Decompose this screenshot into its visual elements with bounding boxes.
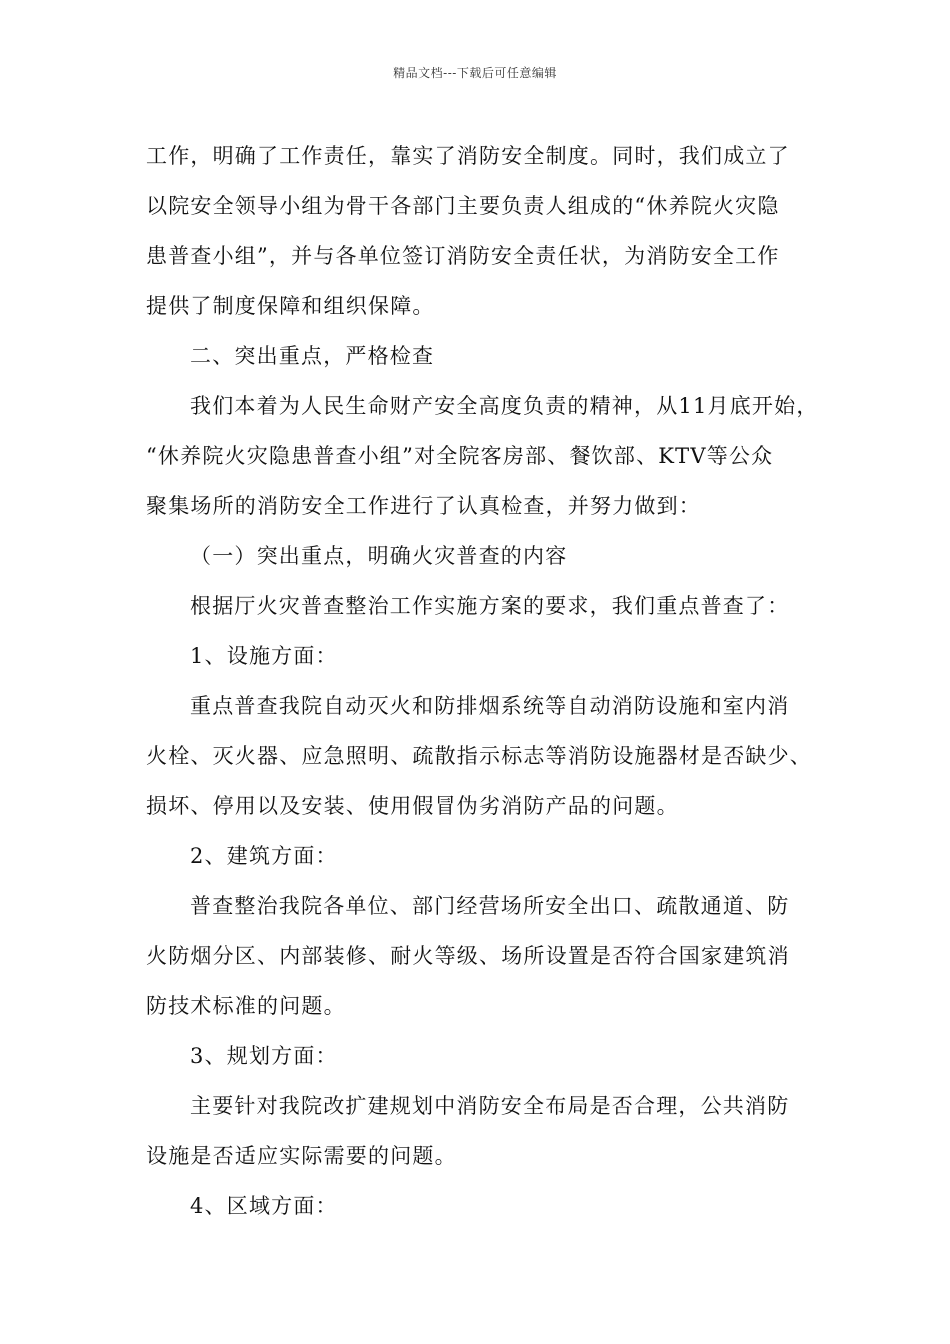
text-line: 损坏、停用以及安装、使用假冒伪劣消防产品的问题。	[146, 794, 679, 818]
text-line: 防技术标准的问题。	[146, 994, 346, 1018]
text-line: 我们本着为人民生命财产安全高度负责的精神，从11月底开始，	[190, 394, 819, 418]
list-item-heading: 3、规划方面：	[190, 1044, 338, 1068]
section-heading: 二、突出重点，严格检查	[190, 344, 435, 368]
list-item-heading: 1、设施方面：	[190, 644, 338, 668]
text-line: “休养院火灾隐患普查小组”对全院客房部、餐饮部、KTV等公众	[146, 444, 774, 468]
page-header: 精品文档---下载后可任意编辑	[393, 66, 557, 80]
text-line: 火防烟分区、内部装修、耐火等级、场所设置是否符合国家建筑消	[146, 944, 790, 968]
text-line: 提供了制度保障和组织保障。	[146, 294, 435, 318]
text-line: 普查整治我院各单位、部门经营场所安全出口、疏散通道、防	[190, 894, 790, 918]
text-line: 重点普查我院自动灭火和防排烟系统等自动消防设施和室内消	[190, 694, 790, 718]
subsection-heading: （一）突出重点，明确火灾普查的内容	[190, 544, 568, 568]
text-line: 根据厅火灾普查整治工作实施方案的要求，我们重点普查了：	[190, 594, 790, 618]
text-line: 设施是否适应实际需要的问题。	[146, 1144, 457, 1168]
text-line: 以院安全领导小组为骨干各部门主要负责人组成的“休养院火灾隐	[146, 194, 780, 218]
text-line: 患普查小组”，并与各单位签订消防安全责任状，为消防安全工作	[146, 244, 780, 268]
text-line: 火栓、灭火器、应急照明、疏散指示标志等消防设施器材是否缺少、	[146, 744, 812, 768]
text-line: 工作，明确了工作责任，靠实了消防安全制度。同时，我们成立了	[146, 144, 790, 168]
list-item-heading: 2、建筑方面：	[190, 844, 338, 868]
text-line: 主要针对我院改扩建规划中消防安全布局是否合理，公共消防	[190, 1094, 790, 1118]
list-item-heading: 4、区域方面：	[190, 1194, 338, 1218]
document-body	[146, 131, 836, 1231]
text-line: 聚集场所的消防安全工作进行了认真检查，并努力做到：	[146, 494, 701, 518]
